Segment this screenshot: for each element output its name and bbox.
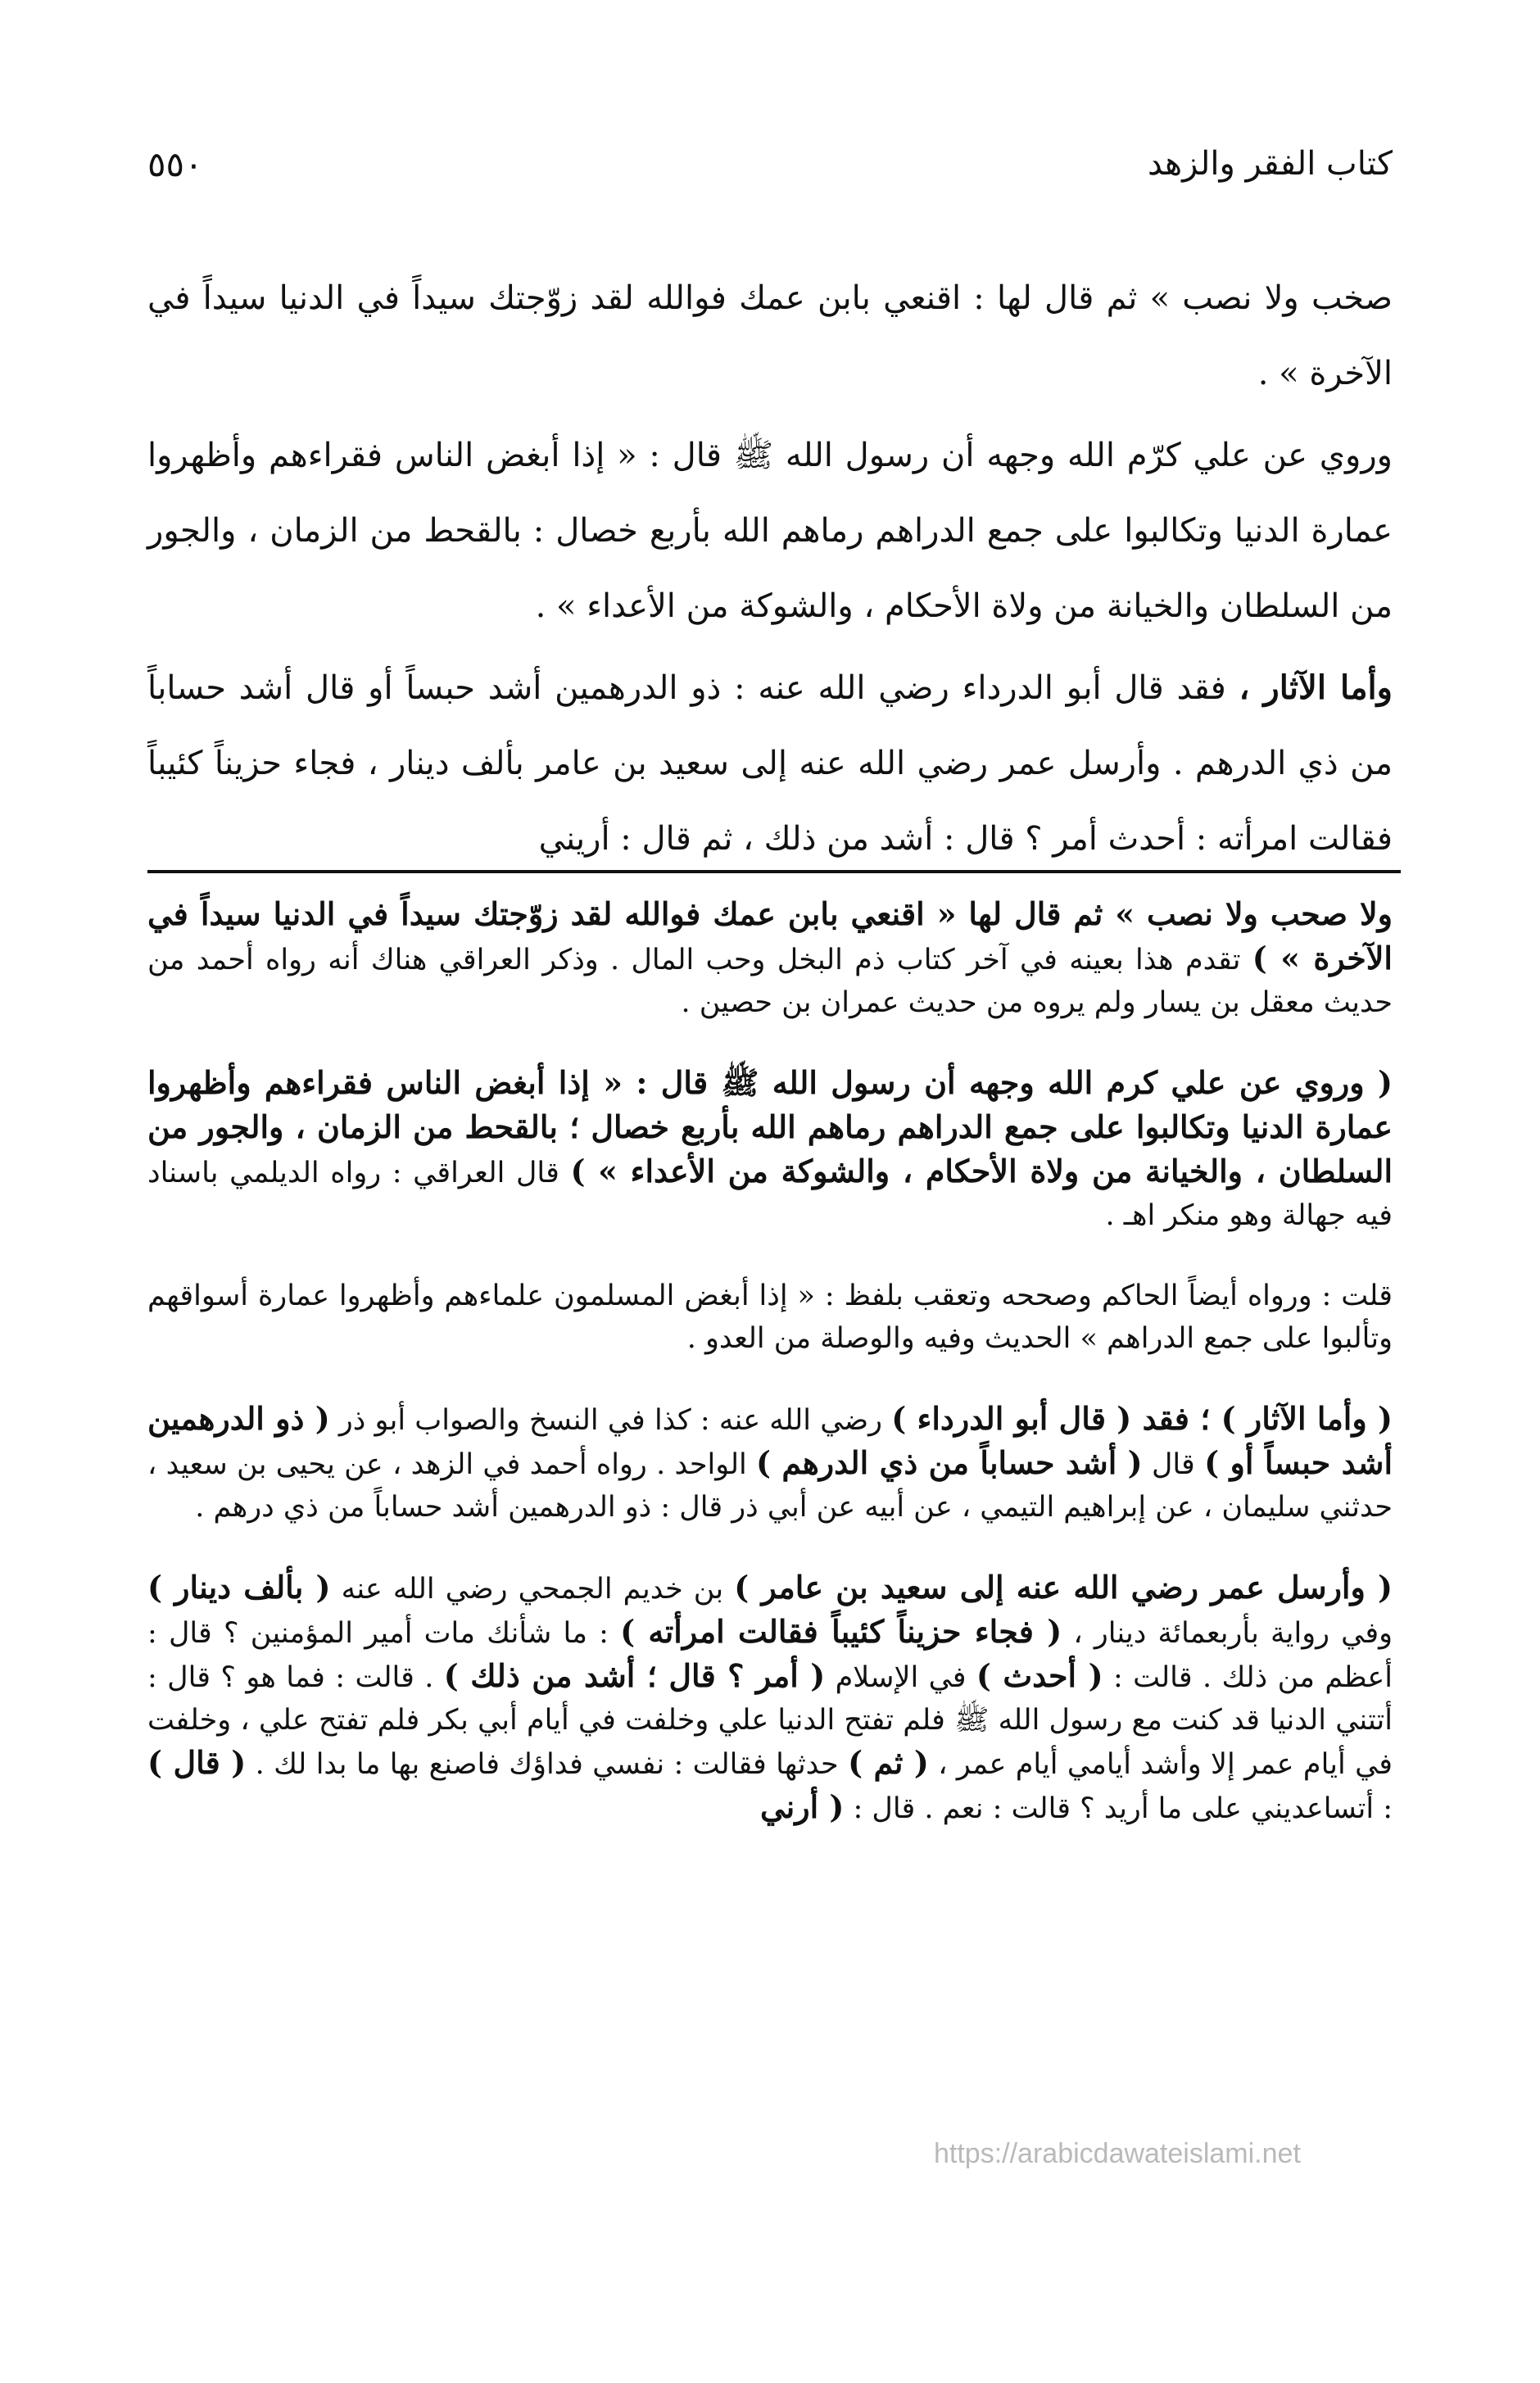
commentary-text: . قالت : فما هو ؟ قال : أتتني الدنيا قد كنت مع رسول الله ﷺ فلم تفتح الدنيا علي وخلفت في أيام أبي بكر فلم تفتح علي ، وخلفت في أيام عمر إلا وأشد أيامي أيام عمر ،: [147, 1661, 1393, 1781]
commentary-text: وفي رواية بأربعمائة دينار ،: [1062, 1617, 1393, 1650]
quoted-text: ( بألف دينار ): [147, 1569, 331, 1606]
commentary-text: تقدم هذا بعينه في آخر كتاب ذم البخل وحب المال . وذكر العراقي هناك أنه رواه أحمد من حديث معقل بن يسار ولم يروه من حديث عمران بن حصين .: [147, 944, 1393, 1019]
commentary-text: : ما شأنك مات أمير المؤمنين ؟ قال : أعظم من ذلك . قالت :: [147, 1617, 1393, 1694]
main-paragraph-3: [147, 650, 1393, 877]
main-paragraph-3-lead: وأما الآثار ،: [1239, 668, 1393, 707]
commentary-text: قال: [1142, 1448, 1205, 1481]
commentary-paragraph-5: [147, 1566, 1393, 1830]
book-title: كتاب الفقر والزهد: [1147, 145, 1393, 183]
quoted-text: ( ثم ): [848, 1744, 929, 1781]
page-header: [147, 135, 1393, 193]
quoted-text: ( ذو الدرهمين أشد حبساً أو ): [147, 1400, 1393, 1481]
commentary-text: حدثها فقالت : نفسي فداؤك فاصنع بها ما بدا لك .: [246, 1748, 849, 1781]
commentary: [147, 893, 1393, 1830]
commentary-paragraph-2: [147, 1062, 1393, 1237]
commentary-text: قال العراقي : رواه الديلمي باسناد فيه جهالة وهو منكر اهـ .: [147, 1157, 1393, 1232]
main-text: [147, 260, 1393, 883]
quoted-text: ( أمر ؟ قال ؛ أشد من ذلك ): [443, 1657, 826, 1694]
commentary-text: بن خديم الجمحي رضي الله عنه: [330, 1573, 735, 1606]
main-paragraph-3-body: فقد قال أبو الدرداء رضي الله عنه : ذو الدرهمين أشد حبساً أو قال أشد حساباً من ذي الدرهم . وأرسل عمر رضي الله عنه إلى سعيد بن عامر بألف دينار ، فجاء حزيناً كئيباً فقالت امرأته : أحدث أمر ؟ قال : أشد من ذلك ، ثم قال : أريني: [147, 669, 1393, 858]
main-paragraph-2: وروي عن علي كرّم الله وجهه أن رسول الله ﷺ قال : « إذا أبغض الناس فقراءهم وأظهروا عمارة الدنيا وتكالبوا على جمع الدراهم رماهم الله بأربع خصال : بالقحط من الزمان ، والجور من السلطان والخيانة من ولاة الأحكام ، والشوكة من الأعداء » .: [147, 437, 1393, 625]
quoted-text: ( أرني: [759, 1788, 845, 1825]
page-number: ٥٥٠: [147, 143, 203, 184]
quoted-text: ( أشد حساباً من ذي الدرهم ): [756, 1444, 1143, 1481]
commentary-paragraph-4: [147, 1398, 1393, 1529]
quoted-text: ( فجاء حزيناً كئيباً فقالت امرأته ): [620, 1613, 1062, 1650]
commentary-paragraph-3: قلت : ورواه أيضاً الحاكم وصححه وتعقب بلفظ : « إذا أبغض المسلمون علماءهم وأظهروا عمارة أسواقهم وتألبوا على جمع الدراهم » الحديث وفيه والوصلة من العدو .: [147, 1280, 1393, 1355]
commentary-text: رضي الله عنه : كذا في النسخ والصواب أبو ذر: [329, 1404, 892, 1437]
quoted-text: ( وروي عن علي كرم الله وجهه أن رسول الله ﷺ قال : « إذا أبغض الناس فقراءهم وأظهروا عمارة الدنيا وتكالبوا على جمع الدراهم رماهم الله بأربع خصال ؛ بالقحط من الزمان ، والجور من السلطان ، والخيانة من ولاة الأحكام ، والشوكة من الأعداء » ): [147, 1064, 1393, 1189]
commentary-text: الواحد . رواه أحمد في الزهد ، عن يحيى بن سعيد ، حدثني سليمان ، عن إبراهيم التيمي ، عن أبيه عن أبي ذر قال : ذو الدرهمين أشد حساباً من ذي درهم .: [147, 1448, 1393, 1524]
commentary-text: في الإسلام: [825, 1661, 976, 1694]
watermark-url: https://arabicdawateislami.net: [934, 2138, 1301, 2169]
commentary-text: : أتساعديني على ما أريد ؟ قالت : نعم . قال :: [844, 1792, 1393, 1825]
quoted-text: ( وأرسل عمر رضي الله عنه إلى سعيد بن عامر ): [734, 1569, 1393, 1606]
footnote-divider: [147, 870, 1401, 873]
quoted-text: ( وأما الآثار ) ؛ فقد: [1131, 1400, 1393, 1437]
quoted-text: ( أحدث ): [976, 1657, 1103, 1694]
quoted-text: ولا صحب ولا نصب » ثم قال لها « اقنعي بابن عمك فوالله لقد زوّجتك سيداً في الدنيا سيداً في الآخرة » ): [147, 895, 1393, 976]
quoted-text: ( قال أبو الدرداء ): [891, 1400, 1132, 1437]
quoted-text: ( قال ): [147, 1744, 247, 1781]
commentary-paragraph-1: [147, 893, 1393, 1024]
main-paragraph-1: صخب ولا نصب » ثم قال لها : اقنعي بابن عمك فوالله لقد زوّجتك سيداً في الدنيا سيداً في الآخرة » .: [147, 279, 1393, 392]
